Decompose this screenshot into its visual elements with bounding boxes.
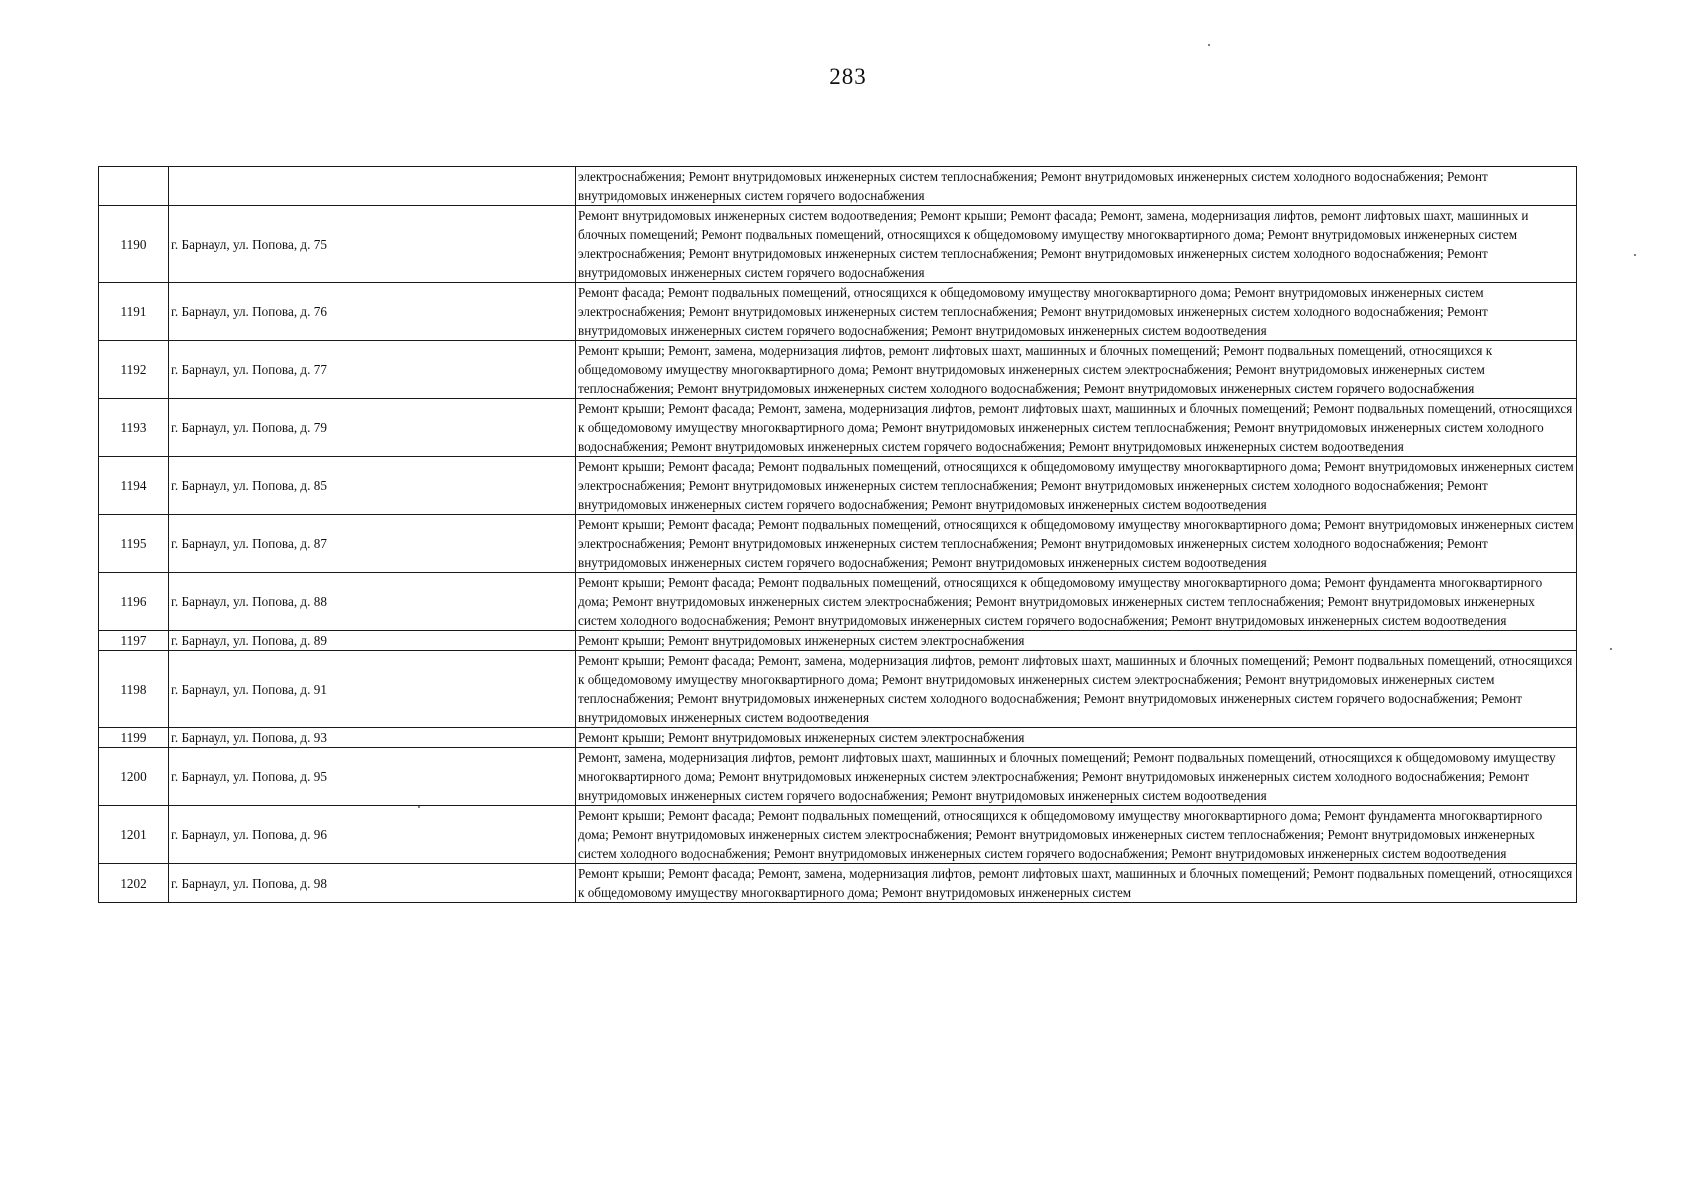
- row-number-cell: 1191: [99, 283, 169, 341]
- table-row: [99, 341, 1577, 399]
- address-cell: г. Барнаул, ул. Попова, д. 79: [169, 399, 576, 457]
- address-cell: г. Барнаул, ул. Попова, д. 93: [169, 728, 576, 748]
- address-cell: г. Барнаул, ул. Попова, д. 96: [169, 806, 576, 864]
- address-cell: г. Барнаул, ул. Попова, д. 89: [169, 631, 576, 651]
- works-cell: Ремонт крыши; Ремонт фасада; Ремонт подвальных помещений, относящихся к общедомовому имуществу многоквартирного дома; Ремонт фундамента многоквартирного дома; Ремонт внутридомовых инженерных систем электроснабжения; Ремонт внутридомовых инженерных систем теплоснабжения; Ремонт внутридомовых инженерных систем холодного водоснабжения; Ремонт внутридомовых инженерных систем горячего водоснабжения; Ремонт внутридомовых инженерных систем водоотведения: [576, 573, 1577, 631]
- works-cell: Ремонт крыши; Ремонт фасада; Ремонт подвальных помещений, относящихся к общедомовому имуществу многоквартирного дома; Ремонт внутридомовых инженерных систем электроснабжения; Ремонт внутридомовых инженерных систем теплоснабжения; Ремонт внутридомовых инженерных систем холодного водоснабжения; Ремонт внутридомовых инженерных систем горячего водоснабжения; Ремонт внутридомовых инженерных систем водоотведения: [576, 457, 1577, 515]
- address-cell: г. Барнаул, ул. Попова, д. 75: [169, 206, 576, 283]
- address-cell: [169, 167, 576, 206]
- table-row: [99, 283, 1577, 341]
- row-number-cell: 1194: [99, 457, 169, 515]
- row-number-cell: 1200: [99, 748, 169, 806]
- works-cell: электроснабжения; Ремонт внутридомовых инженерных систем теплоснабжения; Ремонт внутридомовых инженерных систем холодного водоснабжения; Ремонт внутридомовых инженерных систем горячего водоснабжения: [576, 167, 1577, 206]
- repair-registry-table: [98, 166, 1577, 903]
- table-row: [99, 748, 1577, 806]
- works-cell: Ремонт крыши; Ремонт внутридомовых инженерных систем электроснабжения: [576, 631, 1577, 651]
- works-cell: Ремонт крыши; Ремонт фасада; Ремонт, замена, модернизация лифтов, ремонт лифтовых шахт, машинных и блочных помещений; Ремонт подвальных помещений, относящихся к общедомовому имуществу многоквартирного дома; Ремонт внутридомовых инженерных систем теплоснабжения; Ремонт внутридомовых инженерных систем холодного водоснабжения; Ремонт внутридомовых инженерных систем горячего водоснабжения; Ремонт внутридомовых инженерных систем водоотведения: [576, 399, 1577, 457]
- table-row: [99, 651, 1577, 728]
- row-number-cell: 1192: [99, 341, 169, 399]
- works-cell: Ремонт крыши; Ремонт фасада; Ремонт, замена, модернизация лифтов, ремонт лифтовых шахт, машинных и блочных помещений; Ремонт подвальных помещений, относящихся к общедомовому имуществу многоквартирного дома; Ремонт внутридомовых инженерных систем: [576, 864, 1577, 903]
- row-number-cell: 1197: [99, 631, 169, 651]
- works-cell: Ремонт крыши; Ремонт внутридомовых инженерных систем электроснабжения: [576, 728, 1577, 748]
- table-row: [99, 864, 1577, 903]
- table-row: [99, 399, 1577, 457]
- scan-speck: [1610, 648, 1612, 650]
- table-row: [99, 515, 1577, 573]
- table-row: [99, 631, 1577, 651]
- table-row: [99, 806, 1577, 864]
- address-cell: г. Барнаул, ул. Попова, д. 98: [169, 864, 576, 903]
- row-number-cell: 1196: [99, 573, 169, 631]
- scan-speck: [1208, 44, 1210, 46]
- page-number: 283: [829, 64, 867, 89]
- scan-speck: [1634, 254, 1636, 256]
- row-number-cell: 1195: [99, 515, 169, 573]
- works-cell: Ремонт крыши; Ремонт фасада; Ремонт подвальных помещений, относящихся к общедомовому имуществу многоквартирного дома; Ремонт внутридомовых инженерных систем электроснабжения; Ремонт внутридомовых инженерных систем теплоснабжения; Ремонт внутридомовых инженерных систем холодного водоснабжения; Ремонт внутридомовых инженерных систем горячего водоснабжения; Ремонт внутридомовых инженерных систем водоотведения: [576, 515, 1577, 573]
- address-cell: г. Барнаул, ул. Попова, д. 76: [169, 283, 576, 341]
- works-cell: Ремонт фасада; Ремонт подвальных помещений, относящихся к общедомовому имуществу многоквартирного дома; Ремонт внутридомовых инженерных систем электроснабжения; Ремонт внутридомовых инженерных систем теплоснабжения; Ремонт внутридомовых инженерных систем холодного водоснабжения; Ремонт внутридомовых инженерных систем горячего водоснабжения; Ремонт внутридомовых инженерных систем водоотведения: [576, 283, 1577, 341]
- address-cell: г. Барнаул, ул. Попова, д. 91: [169, 651, 576, 728]
- works-cell: Ремонт крыши; Ремонт фасада; Ремонт, замена, модернизация лифтов, ремонт лифтовых шахт, машинных и блочных помещений; Ремонт подвальных помещений, относящихся к общедомовому имуществу многоквартирного дома; Ремонт внутридомовых инженерных систем электроснабжения; Ремонт внутридомовых инженерных систем теплоснабжения; Ремонт внутридомовых инженерных систем холодного водоснабжения; Ремонт внутридомовых инженерных систем горячего водоснабжения; Ремонт внутридомовых инженерных систем водоотведения: [576, 651, 1577, 728]
- address-cell: г. Барнаул, ул. Попова, д. 87: [169, 515, 576, 573]
- table-row: [99, 573, 1577, 631]
- scan-speck: [418, 806, 420, 808]
- row-number-cell: 1190: [99, 206, 169, 283]
- table-row: [99, 206, 1577, 283]
- row-number-cell: 1199: [99, 728, 169, 748]
- row-number-cell: [99, 167, 169, 206]
- works-cell: Ремонт, замена, модернизация лифтов, ремонт лифтовых шахт, машинных и блочных помещений; Ремонт подвальных помещений, относящихся к общедомовому имуществу многоквартирного дома; Ремонт внутридомовых инженерных систем электроснабжения; Ремонт внутридомовых инженерных систем холодного водоснабжения; Ремонт внутридомовых инженерных систем горячего водоснабжения; Ремонт внутридомовых инженерных систем водоотведения: [576, 748, 1577, 806]
- row-number-cell: 1193: [99, 399, 169, 457]
- table-row: [99, 728, 1577, 748]
- row-number-cell: 1202: [99, 864, 169, 903]
- table-row: [99, 167, 1577, 206]
- row-number-cell: 1201: [99, 806, 169, 864]
- address-cell: г. Барнаул, ул. Попова, д. 77: [169, 341, 576, 399]
- table-row: [99, 457, 1577, 515]
- address-cell: г. Барнаул, ул. Попова, д. 85: [169, 457, 576, 515]
- address-cell: г. Барнаул, ул. Попова, д. 95: [169, 748, 576, 806]
- address-cell: г. Барнаул, ул. Попова, д. 88: [169, 573, 576, 631]
- works-cell: Ремонт крыши; Ремонт фасада; Ремонт подвальных помещений, относящихся к общедомовому имуществу многоквартирного дома; Ремонт фундамента многоквартирного дома; Ремонт внутридомовых инженерных систем электроснабжения; Ремонт внутридомовых инженерных систем теплоснабжения; Ремонт внутридомовых инженерных систем холодного водоснабжения; Ремонт внутридомовых инженерных систем горячего водоснабжения; Ремонт внутридомовых инженерных систем водоотведения: [576, 806, 1577, 864]
- works-cell: Ремонт внутридомовых инженерных систем водоотведения; Ремонт крыши; Ремонт фасада; Ремонт, замена, модернизация лифтов, ремонт лифтовых шахт, машинных и блочных помещений; Ремонт подвальных помещений, относящихся к общедомовому имуществу многоквартирного дома; Ремонт внутридомовых инженерных систем электроснабжения; Ремонт внутридомовых инженерных систем теплоснабжения; Ремонт внутридомовых инженерных систем холодного водоснабжения; Ремонт внутридомовых инженерных систем горячего водоснабжения: [576, 206, 1577, 283]
- row-number-cell: 1198: [99, 651, 169, 728]
- works-cell: Ремонт крыши; Ремонт, замена, модернизация лифтов, ремонт лифтовых шахт, машинных и блочных помещений; Ремонт подвальных помещений, относящихся к общедомовому имуществу многоквартирного дома; Ремонт внутридомовых инженерных систем электроснабжения; Ремонт внутридомовых инженерных систем теплоснабжения; Ремонт внутридомовых инженерных систем холодного водоснабжения; Ремонт внутридомовых инженерных систем горячего водоснабжения: [576, 341, 1577, 399]
